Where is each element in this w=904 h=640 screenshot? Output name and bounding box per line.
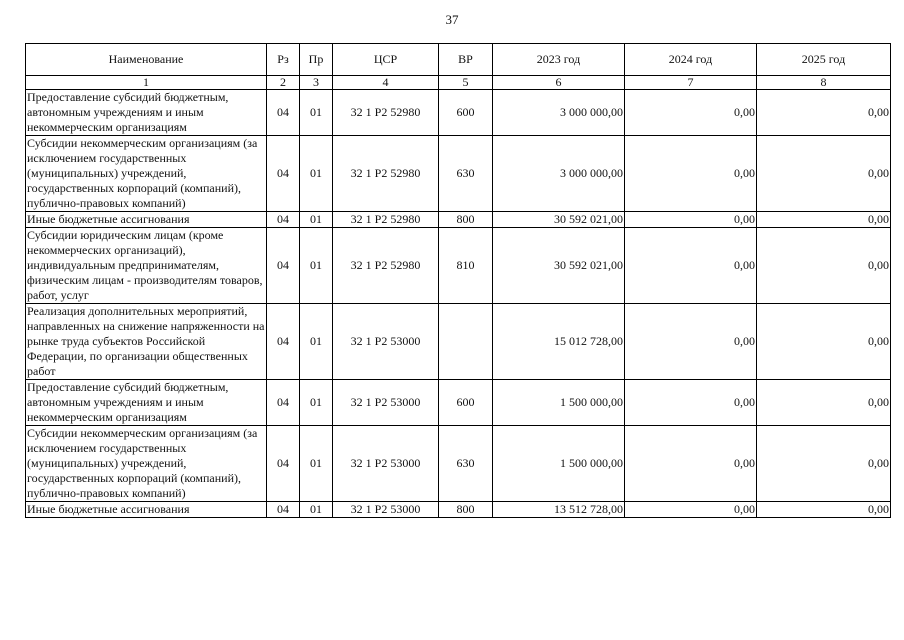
- cell-2023: 3 000 000,00: [493, 136, 625, 212]
- col-header-2023: 2023 год: [493, 44, 625, 76]
- cell-rz: 04: [267, 304, 300, 380]
- cell-name: Субсидии некоммерческим организациям (за исключением государственных (муниципальных) учреждений, государственных корпораций (компаний), публично-правовых компаний): [26, 136, 267, 212]
- cell-name: Предоставление субсидий бюджетным, автономным учреждениям и иным некоммерческим организациям: [26, 90, 267, 136]
- cell-2024: 0,00: [625, 304, 757, 380]
- cell-pr: 01: [300, 502, 333, 518]
- cell-name: Реализация дополнительных мероприятий, направленных на снижение напряженности на рынке труда субъектов Российской Федерации, по организации общественных работ: [27, 304, 265, 378]
- cell-pr: 01: [300, 304, 333, 380]
- col-header-2024: 2024 год: [625, 44, 757, 76]
- column-number: 5: [439, 76, 493, 90]
- col-header-name: Наименование: [26, 44, 267, 76]
- cell-csr: 32 1 Р2 53000: [333, 304, 439, 380]
- column-number: 1: [26, 76, 267, 90]
- cell-2025: 0,00: [757, 228, 891, 304]
- cell-2023: 30 592 021,00: [493, 212, 625, 228]
- col-header-pr: Пр: [300, 44, 333, 76]
- cell-2025: 0,00: [757, 136, 891, 212]
- cell-rz: 04: [267, 212, 300, 228]
- cell-vr: 600: [439, 380, 493, 426]
- cell-pr: 01: [300, 228, 333, 304]
- cell-2023: 1 500 000,00: [493, 426, 625, 502]
- cell-rz: 04: [267, 136, 300, 212]
- cell-rz: 04: [267, 380, 300, 426]
- cell-csr: 32 1 Р2 52980: [333, 212, 439, 228]
- cell-rz: 04: [267, 426, 300, 502]
- table-row: [26, 212, 891, 228]
- cell-vr: 800: [439, 502, 493, 518]
- page-number: 37: [445, 12, 459, 27]
- cell-pr: 01: [300, 90, 333, 136]
- cell-pr: 01: [300, 380, 333, 426]
- cell-name: Иные бюджетные ассигнования: [26, 212, 267, 228]
- column-number: 3: [300, 76, 333, 90]
- cell-2023: 3 000 000,00: [493, 90, 625, 136]
- budget-table: [25, 43, 891, 518]
- cell-rz: 04: [267, 228, 300, 304]
- cell-2025: 0,00: [757, 502, 891, 518]
- table-row: [26, 304, 891, 380]
- table-body: [26, 90, 891, 518]
- cell-csr: 32 1 Р2 52980: [333, 136, 439, 212]
- cell-2024: 0,00: [625, 380, 757, 426]
- column-number: 6: [493, 76, 625, 90]
- cell-2025: 0,00: [757, 212, 891, 228]
- col-header-vr: ВР: [439, 44, 493, 76]
- cell-2024: 0,00: [625, 212, 757, 228]
- col-header-rz: Рз: [267, 44, 300, 76]
- column-number: 7: [625, 76, 757, 90]
- cell-2024: 0,00: [625, 136, 757, 212]
- table-row: [26, 228, 891, 304]
- col-header-2025: 2025 год: [757, 44, 891, 76]
- column-number-row: [26, 76, 891, 90]
- cell-2024: 0,00: [625, 228, 757, 304]
- cell-2024: 0,00: [625, 90, 757, 136]
- column-number: 2: [267, 76, 300, 90]
- cell-vr: [439, 304, 493, 380]
- cell-vr: 630: [439, 136, 493, 212]
- cell-2025: 0,00: [757, 90, 891, 136]
- cell-pr: 01: [300, 212, 333, 228]
- column-number: 4: [333, 76, 439, 90]
- cell-2023: 1 500 000,00: [493, 380, 625, 426]
- table-row: [26, 136, 891, 212]
- cell-2023: 13 512 728,00: [493, 502, 625, 518]
- table-row: [26, 426, 891, 502]
- cell-2023: 30 592 021,00: [493, 228, 625, 304]
- cell-vr: 600: [439, 90, 493, 136]
- cell-name: Предоставление субсидий бюджетным, автономным учреждениям и иным некоммерческим организациям: [26, 380, 267, 426]
- table-row: [26, 90, 891, 136]
- table-row: [26, 502, 891, 518]
- cell-2024: 0,00: [625, 426, 757, 502]
- cell-2024: 0,00: [625, 502, 757, 518]
- cell-name: Субсидии юридическим лицам (кроме некоммерческих организаций), индивидуальным предпринимателям, физическим лицам - производителям товаров, работ, услуг: [26, 228, 267, 304]
- cell-csr: 32 1 Р2 53000: [333, 380, 439, 426]
- cell-rz: 04: [267, 90, 300, 136]
- cell-pr: 01: [300, 136, 333, 212]
- cell-2023: 15 012 728,00: [493, 304, 625, 380]
- cell-pr: 01: [300, 426, 333, 502]
- cell-csr: 32 1 Р2 52980: [333, 228, 439, 304]
- header-row: [26, 44, 891, 76]
- cell-rz: 04: [267, 502, 300, 518]
- cell-vr: 800: [439, 212, 493, 228]
- cell-2025: 0,00: [757, 304, 891, 380]
- cell-vr: 810: [439, 228, 493, 304]
- cell-csr: 32 1 Р2 53000: [333, 502, 439, 518]
- cell-2025: 0,00: [757, 426, 891, 502]
- cell-csr: 32 1 Р2 53000: [333, 426, 439, 502]
- cell-csr: 32 1 Р2 52980: [333, 90, 439, 136]
- cell-name: Иные бюджетные ассигнования: [26, 502, 267, 518]
- col-header-csr: ЦСР: [333, 44, 439, 76]
- cell-vr: 630: [439, 426, 493, 502]
- cell-2025: 0,00: [757, 380, 891, 426]
- column-number: 8: [757, 76, 891, 90]
- table-row: [26, 380, 891, 426]
- cell-name: Субсидии некоммерческим организациям (за исключением государственных (муниципальных) учреждений, государственных корпораций (компаний), публично-правовых компаний): [26, 426, 267, 502]
